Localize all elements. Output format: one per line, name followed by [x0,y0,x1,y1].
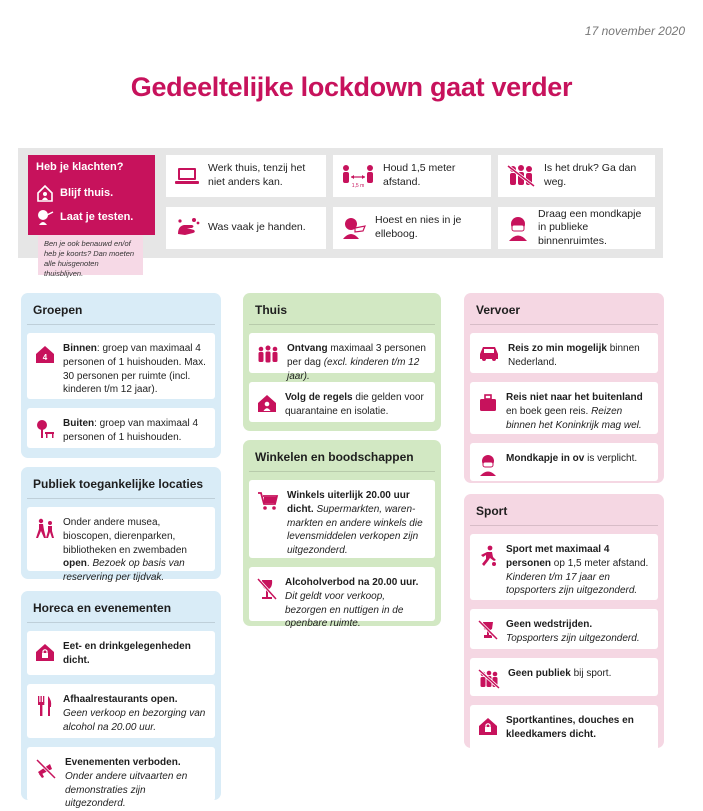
public-text-a: Onder andere musea, bioscopen, dierenparken, bibliotheken en zwembaden [63,517,187,556]
horeca-events-italic: Onder andere uitvaarten en demonstraties zijn uitgezonderd. [65,770,188,810]
wine-glass-crossed-icon [257,578,277,600]
rule-crowded-text: Is het druk? Ga dan weg. [544,162,637,188]
groups-outside-item [27,408,215,448]
sport-max-italic: Kinderen t/m 17 jaar en topsporters zijn uitgezonderd. [506,571,638,597]
groups-inside-bold: Binnen [63,343,97,354]
shopping-cart-icon [257,491,279,511]
event-crossed-icon [35,758,57,780]
complaints-box [28,155,155,235]
cutlery-icon [35,695,55,717]
trophy-crossed-icon [478,620,498,640]
public-panel [21,467,221,584]
rule-cough-text: Hoest en nies in je elleboog. [375,214,462,240]
rule-distance-text: Houd 1,5 meter afstand. [383,162,456,188]
house-4-icon [35,344,55,364]
three-people-icon [257,344,279,364]
home-rules-text: die gelden voor quarantaine en isolatie. [285,392,424,417]
running-person-icon [478,545,498,567]
stay-home-row [36,181,147,205]
sport-audience-bold: Geen publiek [508,668,571,679]
sport-max-text: op 1,5 meter afstand. [551,557,649,569]
home-receive-text: maximaal 3 personen per dag [287,343,426,368]
stay-home-label: Blijf thuis. [60,187,114,199]
sport-matches-bold: Geen wedstrijden. [506,619,593,630]
rule-cough [333,207,491,249]
sport-matches-italic: Topsporters zijn uitgezonderd. [506,632,640,644]
shops-close-bold: Winkels uiterlijk 20.00 uur dicht. [287,490,410,515]
sport-title: Sport [470,500,658,526]
suitcase-icon [478,393,498,413]
transport-abroad-italic: Reizen binnen het Koninkrijk mag wel. [506,405,642,431]
horeca-title: Horeca en evenementen [27,597,215,623]
distance-icon [341,164,375,188]
complaints-heading: Heb je klachten? [36,161,124,173]
sport-max-bold: Sport met maximaal 4 personen [506,544,610,569]
laptop-icon [174,165,200,187]
horeca-events-item [27,747,215,810]
transport-abroad-bold: Reis niet naar het buitenland [506,392,643,403]
rule-crowded [498,155,655,197]
horeca-takeaway-item [27,684,215,738]
rule-mask-text: Draag een mondkapje in publieke binnenruimtes. [538,207,642,247]
transport-mask-text: is verplicht. [584,453,638,464]
home-rules-item [249,382,435,422]
wash-hands-icon [174,216,200,240]
horeca-eat-bold: Eet- en drinkgelegenheden dicht. [63,641,191,666]
home-receive-item [249,333,435,382]
transport-abroad-text: en boek geen reis. [506,405,592,417]
shops-alcohol-bold: Alcoholverbod na 20.00 uur. [285,577,419,588]
house-person-icon [36,184,54,202]
face-mask-icon [478,454,498,476]
car-icon [478,344,500,362]
walking-people-icon [35,518,55,540]
complaints-note: Ben je ook benauwd en/of heb je koorts? Dan moeten alle huisgenoten thuisblijven. [38,235,143,275]
sport-panel [464,494,664,748]
transport-title: Vervoer [470,299,658,325]
shops-close-italic: Supermarkten, waren-markten en andere winkels die levensmiddelen verkopen zijn uitgezonderd. [287,503,423,557]
house-person-icon [257,393,277,413]
groups-outside-bold: Buiten [63,418,95,429]
face-mask-icon [506,215,530,241]
rule-work-home [166,155,326,197]
rule-mask [498,207,655,249]
sport-audience-text: bij sport. [570,668,612,679]
transport-mask-bold: Mondkapje in ov [506,453,585,464]
horeca-panel [21,591,221,810]
transport-travel-item [470,333,658,373]
shops-alcohol-italic: Dit geldt voor verkoop, bezorgen en nuttigen in de openbare ruimte. [285,590,404,630]
public-text-b: . [86,558,93,570]
date: 17 november 2020 [584,24,685,38]
groups-title: Groepen [27,299,215,325]
shops-panel [243,440,441,630]
rule-distance [333,155,491,197]
shops-alcohol-item [249,567,435,630]
home-receive-bold: Ontvang [287,343,328,354]
horeca-events-bold: Evenementen verboden. [65,757,181,768]
rule-work-home-text: Werk thuis, tenzij het niet anders kan. [208,162,306,188]
transport-travel-bold: Reis zo min mogelijk [508,343,607,354]
shops-title: Winkelen en boodschappen [249,446,435,472]
tree-bench-icon [35,419,55,439]
sport-canteens-item [470,705,658,757]
sport-max-item [470,534,658,600]
sport-matches-item [470,609,658,649]
transport-mask-item [470,443,658,481]
public-text-italic: Bezoek op basis van reservering per tijdvak. [63,558,185,584]
transport-abroad-item [470,382,658,434]
horeca-takeaway-italic: Geen verkoop en bezorging van alcohol na 20.00 uur. [63,707,206,733]
test-swab-icon [36,208,54,226]
distance-icon-label: 1,5 m [351,183,365,189]
house-lock-icon [478,716,498,736]
home-title: Thuis [249,299,435,325]
house-4-icon-number: 4 [42,353,48,362]
groups-inside-item [27,333,215,399]
groups-inside-text: : groep van maximaal 4 personen of 1 huishouden. Max. 30 personen per ruimte (incl. kinderen t/m 12 jaar). [63,343,206,396]
get-tested-label: Laat je testen. [60,211,134,223]
groups-outside-text: : groep van maximaal 4 personen of 1 huishouden. [63,418,199,443]
transport-travel-text: binnen Nederland. [508,343,640,368]
public-title: Publiek toegankelijke locaties [27,473,215,499]
horeca-takeaway-bold: Afhaalrestaurants open. [63,694,178,705]
home-rules-bold: Volg de regels [285,392,353,403]
page-title: Gedeeltelijke lockdown gaat verder [130,72,573,102]
sport-audience-item [470,658,658,696]
horeca-eat-item [27,631,215,675]
groups-panel [21,293,221,458]
cough-elbow-icon [341,216,367,240]
public-locations-item [27,507,215,584]
sport-canteens-bold: Sportkantines, douches en kleedkamers dicht. [506,715,634,740]
home-receive-italic: (excl. kinderen t/m 12 jaar). [287,356,420,382]
rule-wash-hands [166,207,326,249]
transport-panel [464,293,664,483]
home-panel [243,293,441,431]
get-tested-row [36,205,147,229]
house-lock-icon [35,642,55,662]
crowd-crossed-icon [506,164,536,188]
shops-close-item [249,480,435,558]
public-text-bold: open [63,558,87,570]
crowd-crossed-icon [478,669,500,689]
rule-wash-hands-text: Was vaak je handen. [208,221,306,234]
